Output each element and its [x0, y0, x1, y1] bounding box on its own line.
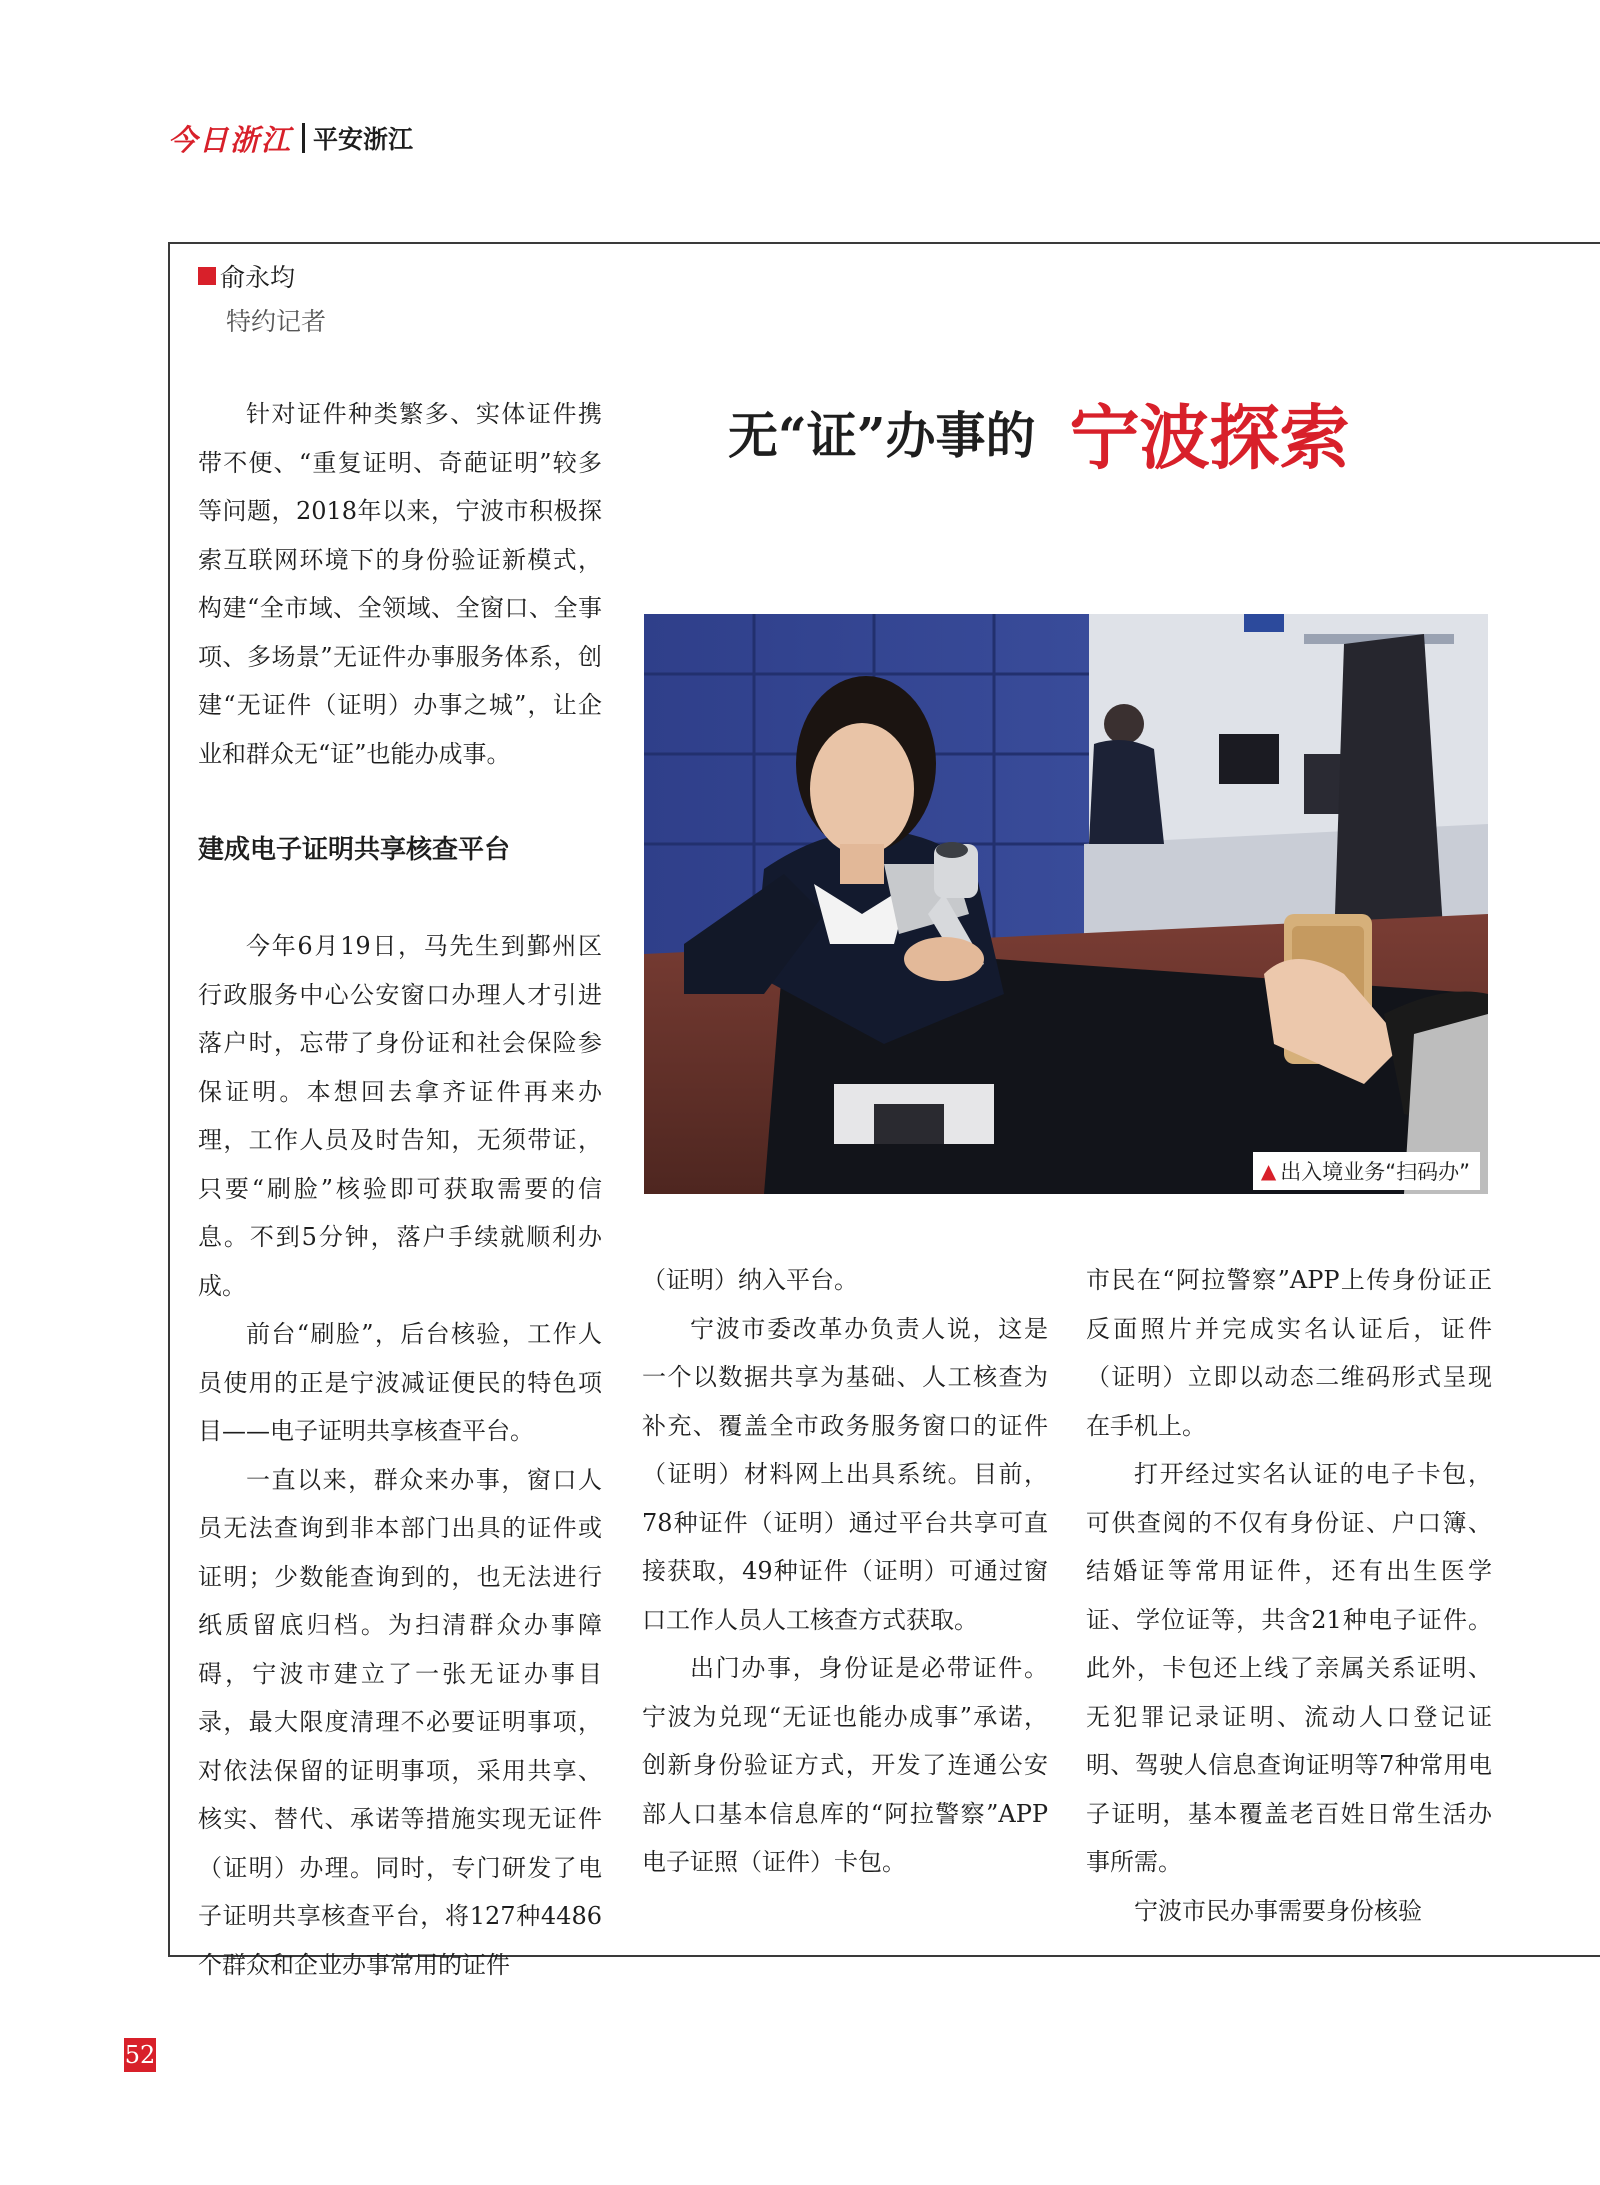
paragraph-4: 一直以来，群众来办事，窗口人员无法查询到非本部门出具的证件或证明；少数能查询到的，也无法进行纸质留底归档。为扫清群众办事障碍，宁波市建立了一张无证办事目录，最大限度清理不必要证明事项，对依法保留的证明事项，采用共享、核实、替代、承诺等措施实现无证件（证明）办理。同时，专门研发了电子证明共享核查平台，将127种4486个群众和企业办事常用的证件	[198, 1465, 602, 1979]
paragraph-6-continued: 市民在“阿拉警察”APP上传身份证正反面照片并完成实名认证后，证件（证明）立即以动态二维码形式呈现在手机上。	[1086, 1266, 1492, 1440]
photo-caption	[1253, 1152, 1480, 1190]
page-number: 52	[124, 2038, 156, 2072]
caption-triangle-icon: ▲	[1260, 1159, 1277, 1183]
column-3	[1086, 1256, 1492, 1935]
byline-marker-icon	[198, 267, 216, 285]
byline	[198, 258, 295, 294]
paragraph-1: 针对证件种类繁多、实体证件携带不便、“重复证明、奇葩证明”较多等问题，2018年以来，宁波市积极探索互联网环境下的身份验证新模式，构建“全市域、全领域、全窗口、全事项、多场景”无证件办事服务体系，创建“无证件（证明）办事之城”，让企业和群众无“证”也能办成事。	[198, 400, 602, 768]
headline-part-2: 宁波探索	[1069, 396, 1350, 479]
paragraph-4-continued: （证明）纳入平台。	[642, 1266, 858, 1294]
section-name: 平安浙江	[313, 125, 414, 154]
masthead	[168, 118, 413, 158]
headline	[728, 382, 1350, 482]
paragraph-6: 出门办事，身份证是必带证件。宁波为兑现“无证也能办成事”承诺，创新身份验证方式，开发了连通公安部人口基本信息库的“阿拉警察”APP电子证照（证件）卡包。	[642, 1654, 1048, 1876]
brand-logo: 今日浙江	[168, 122, 293, 157]
headline-part-1: 无“证”办事的	[728, 406, 1036, 465]
column-1	[198, 390, 602, 1989]
paragraph-7: 打开经过实名认证的电子卡包，可供查阅的不仅有身份证、户口簿、结婚证等常用证件，还有出生医学证、学位证等，共含21种电子证件。此外，卡包还上线了亲属关系证明、无犯罪记录证明、流动人口登记证明、驾驶人信息查询证明等7种常用电子证明，基本覆盖老百姓日常生活办事所需。	[1086, 1460, 1492, 1876]
caption-text: 出入境业务“扫码办”	[1280, 1160, 1470, 1184]
paragraph-3: 前台“刷脸”，后台核验，工作人员使用的正是宁波减证便民的特色项目——电子证明共享核查平台。	[198, 1320, 602, 1445]
paragraph-8: 宁波市民办事需要身份核验	[1134, 1896, 1422, 1925]
photo-illustration	[644, 614, 1488, 1194]
article-photo	[644, 614, 1488, 1194]
author-name: 俞永均	[220, 263, 296, 292]
paragraph-5: 宁波市委改革办负责人说，这是一个以数据共享为基础、人工核查为补充、覆盖全市政务服务窗口的证件（证明）材料网上出具系统。目前，78种证件（证明）通过平台共享可直接获取，49种证件（证明）可通过窗口工作人员人工核查方式获取。	[642, 1314, 1048, 1634]
column-2	[642, 1256, 1048, 1887]
masthead-divider	[302, 123, 305, 153]
paragraph-2: 今年6月19日，马先生到鄞州区行政服务中心公安窗口办理人才引进落户时，忘带了身份证和社会保险参保证明。本想回去拿齐证件再来办理，工作人员及时告知，无须带证，只要“刷脸”核验即可获取需要的信息。不到5分钟，落户手续就顺利办成。	[198, 932, 602, 1300]
author-role: 特约记者	[226, 307, 327, 336]
section-subhead: 建成电子证明共享核查平台	[198, 835, 511, 865]
